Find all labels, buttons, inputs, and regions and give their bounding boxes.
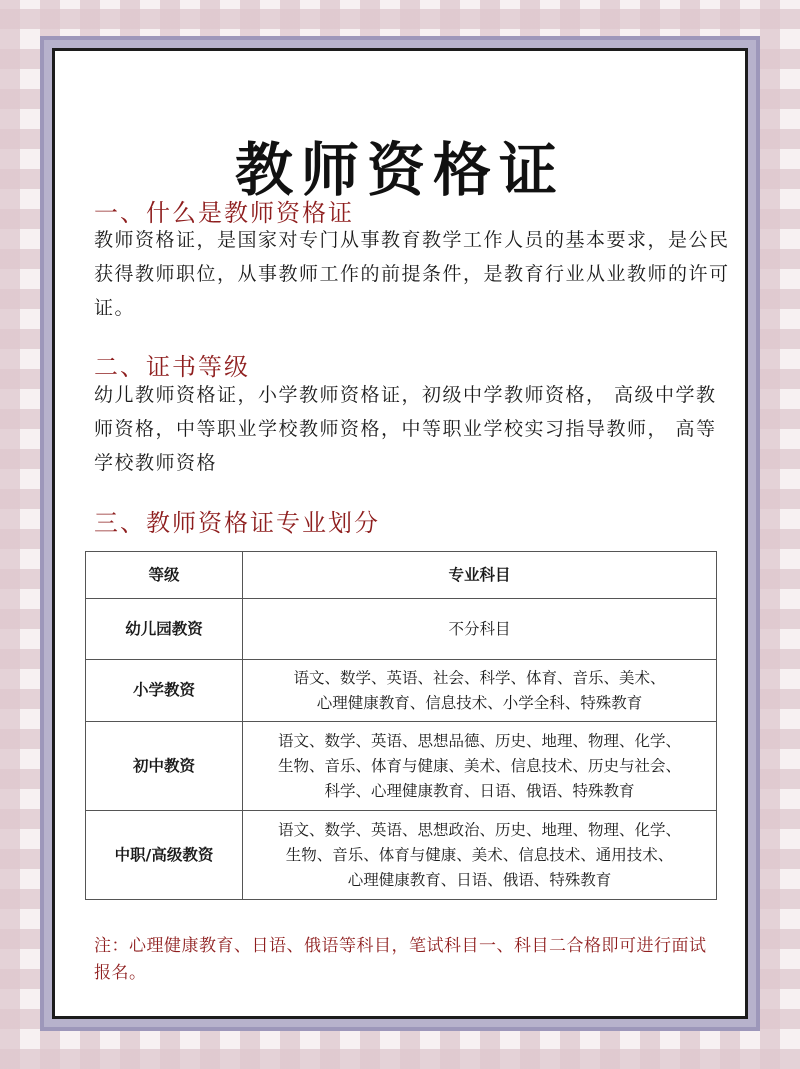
section-body-what: 教师资格证，是国家对专门从事教育教学工作人员的基本要求，是公民获得教师职位，从事教师工作的前提条件，是教育行业从业教师的许可证。 bbox=[94, 229, 730, 319]
table-row bbox=[86, 660, 717, 722]
content-card bbox=[52, 48, 748, 1019]
section-heading-levels: 二、证书等级 bbox=[94, 353, 250, 381]
table-row bbox=[86, 811, 717, 900]
table-header-level: 等级 bbox=[86, 552, 243, 599]
section-body-levels: 幼儿教师资格证，小学教师资格证，初级中学教师资格， 高级中学教师资格，中等职业学校教师资格，中等职业学校实习指导教师， 高等学校教师资格 bbox=[94, 384, 717, 474]
row-subjects bbox=[243, 722, 717, 811]
subject-table bbox=[85, 551, 717, 900]
subject-line: 生物、音乐、体育与健康、美术、信息技术、通用技术、 bbox=[285, 845, 674, 864]
section-heading-subjects: 三、教师资格证专业划分 bbox=[94, 509, 380, 537]
row-subjects bbox=[243, 660, 717, 722]
subject-line: 语文、数学、英语、思想政治、历史、地理、物理、化学、 bbox=[277, 820, 681, 839]
subject-line: 语文、数学、英语、思想品德、历史、地理、物理、化学、 bbox=[277, 731, 681, 750]
row-subjects bbox=[243, 599, 717, 660]
section-heading-what: 一、什么是教师资格证 bbox=[94, 199, 354, 227]
outer-frame bbox=[40, 36, 760, 1031]
subject-line: 不分科目 bbox=[448, 619, 511, 638]
row-level: 中职/高级教资 bbox=[86, 811, 243, 900]
row-level: 幼儿园教资 bbox=[86, 599, 243, 660]
subject-line: 语文、数学、英语、社会、科学、体育、音乐、美术、 bbox=[293, 668, 666, 687]
table-row bbox=[86, 599, 717, 660]
row-level: 初中教资 bbox=[86, 722, 243, 811]
subject-line: 心理健康教育、信息技术、小学全科、特殊教育 bbox=[316, 693, 643, 712]
subject-line: 心理健康教育、日语、俄语、特殊教育 bbox=[347, 870, 612, 889]
row-subjects bbox=[243, 811, 717, 900]
row-level: 小学教资 bbox=[86, 660, 243, 722]
table-row bbox=[86, 722, 717, 811]
table-header-row bbox=[86, 552, 717, 599]
subject-line: 科学、心理健康教育、日语、俄语、特殊教育 bbox=[324, 781, 635, 800]
table-header-subjects: 专业科目 bbox=[243, 552, 717, 599]
subject-line: 生物、音乐、体育与健康、美术、信息技术、历史与社会、 bbox=[277, 756, 681, 775]
footnote: 注：心理健康教育、日语、俄语等科目，笔试科目一、科目二合格即可进行面试报名。 bbox=[94, 936, 707, 983]
page-title: 教师资格证 bbox=[234, 136, 565, 204]
